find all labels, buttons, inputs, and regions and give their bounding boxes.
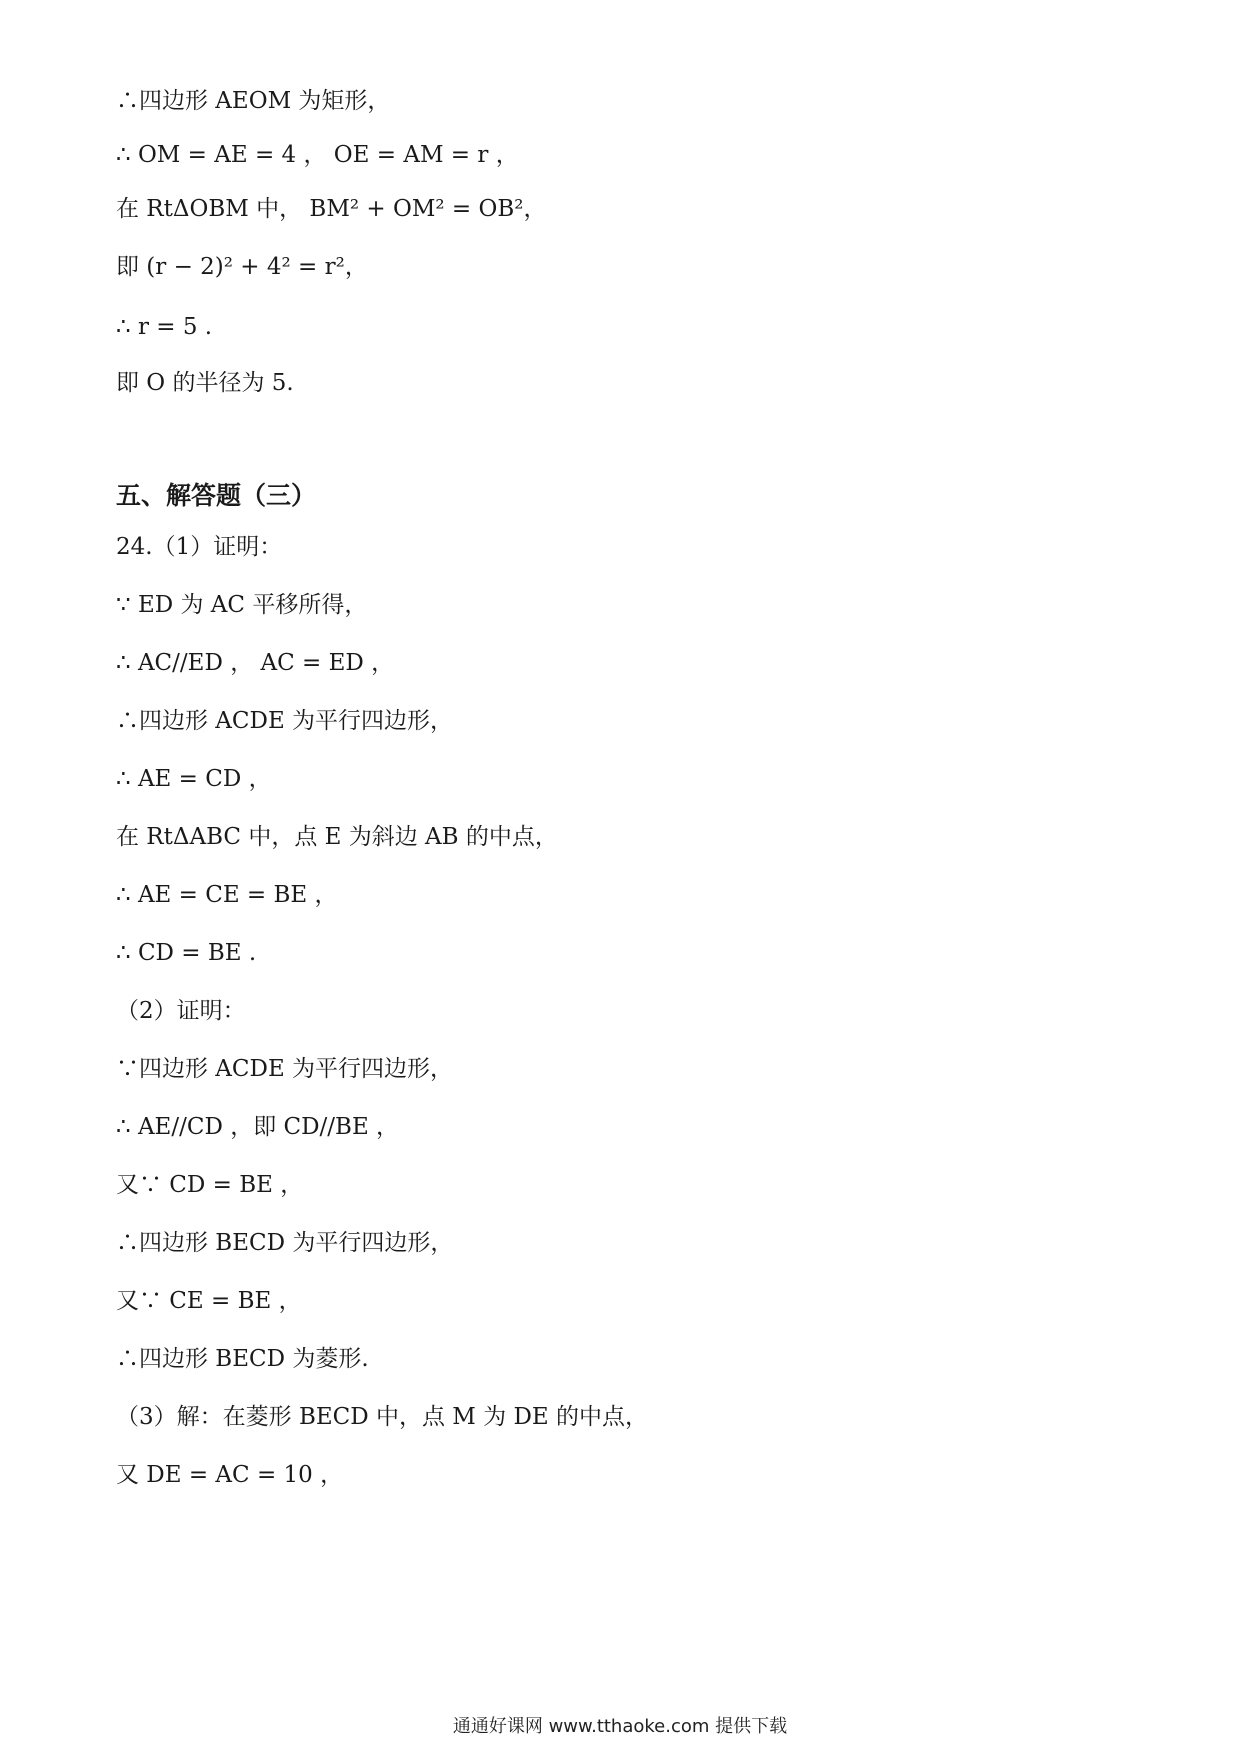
text-line: ∴四边形 BECD 为菱形.	[116, 1346, 369, 1372]
text-line: ∴四边形 BECD 为平行四边形，	[116, 1230, 454, 1256]
text-line: ∴四边形 AEOM 为矩形，	[116, 88, 391, 114]
section-heading: 五、解答题（三）	[116, 481, 317, 510]
text-line: 在 RtΔOBM 中， BM² + OM² = OB²，	[116, 196, 547, 222]
text-line: ∴ OM = AE = 4 ， OE = AM = r ，	[116, 142, 519, 168]
text-line: ∴ AE = CD ，	[116, 766, 272, 792]
text-line: ∴ r = 5 .	[116, 314, 213, 340]
text-line: ∵四边形 ACDE 为平行四边形，	[116, 1056, 454, 1082]
sub-question-label: （3）解：在菱形 BECD 中，点 M 为 DE 的中点，	[116, 1404, 649, 1430]
question-number: 24.（1）证明：	[116, 534, 283, 560]
text-line: ∴ AE = CE = BE ，	[116, 882, 338, 908]
text-line: 即 O 的半径为 5.	[116, 370, 294, 396]
sub-question-label: （2）证明：	[116, 998, 246, 1024]
text-line: 即 (r − 2)² + 4² = r²，	[116, 254, 368, 280]
text-line: 又 DE = AC = 10 ，	[116, 1462, 344, 1488]
page-footer: 通通好课网 www.tthaoke.com 提供下载	[452, 1716, 788, 1737]
text-line: ∴ CD = BE .	[116, 940, 257, 966]
text-line: ∴ AC//ED ， AC = ED ，	[116, 650, 395, 676]
text-line: ∴ AE//CD ，即 CD//BE ，	[116, 1114, 400, 1140]
text-line: 在 RtΔABC 中，点 E 为斜边 AB 的中点，	[116, 824, 558, 850]
text-line: 又∵ CD = BE ，	[116, 1172, 304, 1198]
text-line: ∴四边形 ACDE 为平行四边形，	[116, 708, 454, 734]
text-line: ∵ ED 为 AC 平移所得，	[116, 592, 368, 618]
text-line: 又∵ CE = BE ，	[116, 1288, 302, 1314]
